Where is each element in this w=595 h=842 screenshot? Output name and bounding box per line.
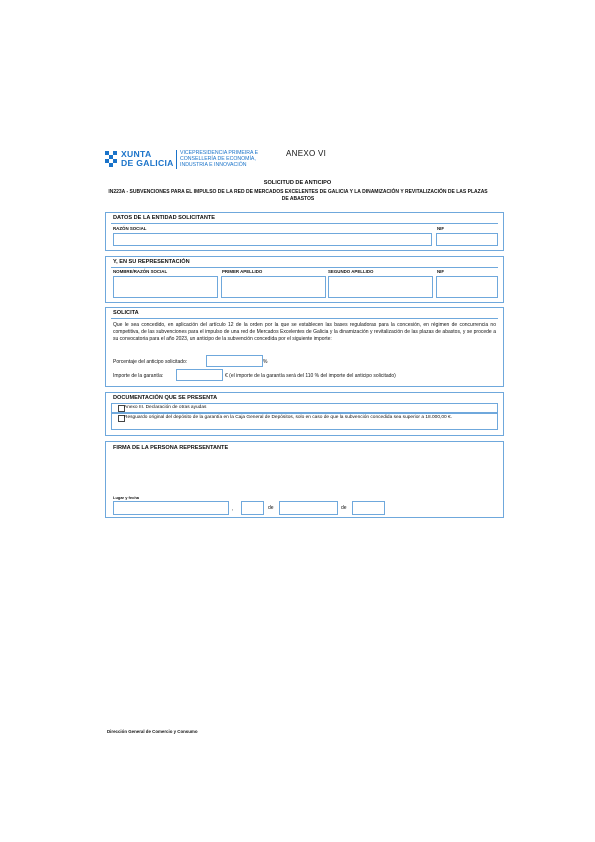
percent-unit: % xyxy=(263,359,268,365)
guarantee-amount-field[interactable] xyxy=(176,369,223,381)
guarantee-amount-label: Importe de la garantía: xyxy=(113,373,164,379)
xunta-logo xyxy=(104,150,174,170)
second-surname-label: SEGUNDO APELLIDO xyxy=(328,269,374,274)
annex-label: ANEXO VI xyxy=(286,149,327,158)
rep-name-field[interactable] xyxy=(113,276,218,298)
document-item xyxy=(111,403,498,413)
signature-section xyxy=(105,441,504,518)
advance-percent-label: Porcentaje del anticipo solicitado: xyxy=(113,359,188,365)
logo-divider xyxy=(176,150,177,169)
rep-nif-field[interactable] xyxy=(436,276,498,298)
razon-social-field[interactable] xyxy=(113,233,432,246)
representation-section xyxy=(105,256,504,303)
section-divider xyxy=(111,318,498,319)
entity-section xyxy=(105,212,504,251)
document-item xyxy=(111,413,498,430)
nif-label: NIF xyxy=(437,226,445,231)
month-field[interactable] xyxy=(279,501,338,515)
form-title: SOLICITUD DE ANTICIPO xyxy=(263,180,332,186)
documentation-section-title: DOCUMENTACIÓN QUE SE PRESENTA xyxy=(113,395,218,401)
de-separator-2: de xyxy=(341,505,347,511)
day-field[interactable] xyxy=(241,501,264,515)
documentation-section xyxy=(105,392,504,436)
department-name xyxy=(180,150,258,168)
form-subtitle: IN223A - SUBVENCIONES PARA EL IMPULSO DE LA RED DE MERCADOS EXCELENTES DE GALICIA Y LA DINAMIZACIÓN Y REVITALIZACIÓN DE LAS PLAZAS DE ABASTOS xyxy=(108,189,488,202)
dept-line-3: INDUSTRIA E INNOVACIÓN xyxy=(180,162,247,168)
first-surname-label: PRIMER APELLIDO xyxy=(222,269,263,274)
first-surname-field[interactable] xyxy=(221,276,326,298)
dept-line-2: CONSELLERÍA DE ECONOMÍA, xyxy=(180,156,256,162)
guarantee-note: € (el importe de la garantía será del 110 % del importe del anticipo solicitado) xyxy=(225,373,396,379)
request-section xyxy=(105,307,504,387)
document-item-label: Resguardo original del depósito de la garantía en la Caja General de Depósitos, solo en caso de que la subvención concedida sea superior a 18.000,00 €. xyxy=(124,415,453,420)
request-section-title: SOLICITA xyxy=(113,310,139,316)
comma-separator: , xyxy=(232,506,234,512)
request-paragraph: Que le sea concedido, en aplicación del artículo 12 de la orden por la que se establecen las bases reguladoras para la concesión, en régimen de concurrencia no competitiva, de las subvenciones para el impulso de una red de Mercados Excelentes de Galicia y la dinamización y revitalización de las plazas de abastos, y se procede a su convocatoria para el año 2023, un anticipo de la subvención concedida por el siguiente importe: xyxy=(113,322,496,342)
entity-section-title: DATOS DE LA ENTIDAD SOLICITANTE xyxy=(113,215,216,221)
xunta-emblem-icon xyxy=(104,150,118,168)
advance-percent-field[interactable] xyxy=(206,355,263,367)
entity-nif-field[interactable] xyxy=(436,233,498,246)
representation-section-title: Y, EN SU REPRESENTACIÓN xyxy=(113,259,190,265)
footer-text: Dirección General de Comercio y Consumo xyxy=(107,729,198,734)
place-field[interactable] xyxy=(113,501,229,515)
name-label: NOMBRE/RAZÓN SOCIAL xyxy=(113,269,168,274)
logo-line-2: DE GALICIA xyxy=(121,158,174,168)
logo-line-1: XUNTA xyxy=(121,149,152,159)
de-separator-1: de xyxy=(268,505,274,511)
rep-nif-label: NIF xyxy=(437,269,445,274)
section-divider xyxy=(111,267,498,268)
section-divider xyxy=(111,223,498,224)
dept-line-1: VICEPRESIDENCIA PRIMEIRA E xyxy=(180,150,259,156)
signature-section-title: FIRMA DE LA PERSONA REPRESENTANTE xyxy=(113,445,229,451)
document-item-label: Anexo III. Declaración de otras ayudas xyxy=(124,405,207,410)
second-surname-field[interactable] xyxy=(328,276,433,298)
place-date-label: Lugar y fecha xyxy=(113,495,140,500)
razon-social-label: RAZÓN SOCIAL xyxy=(113,226,147,231)
year-field[interactable] xyxy=(352,501,385,515)
